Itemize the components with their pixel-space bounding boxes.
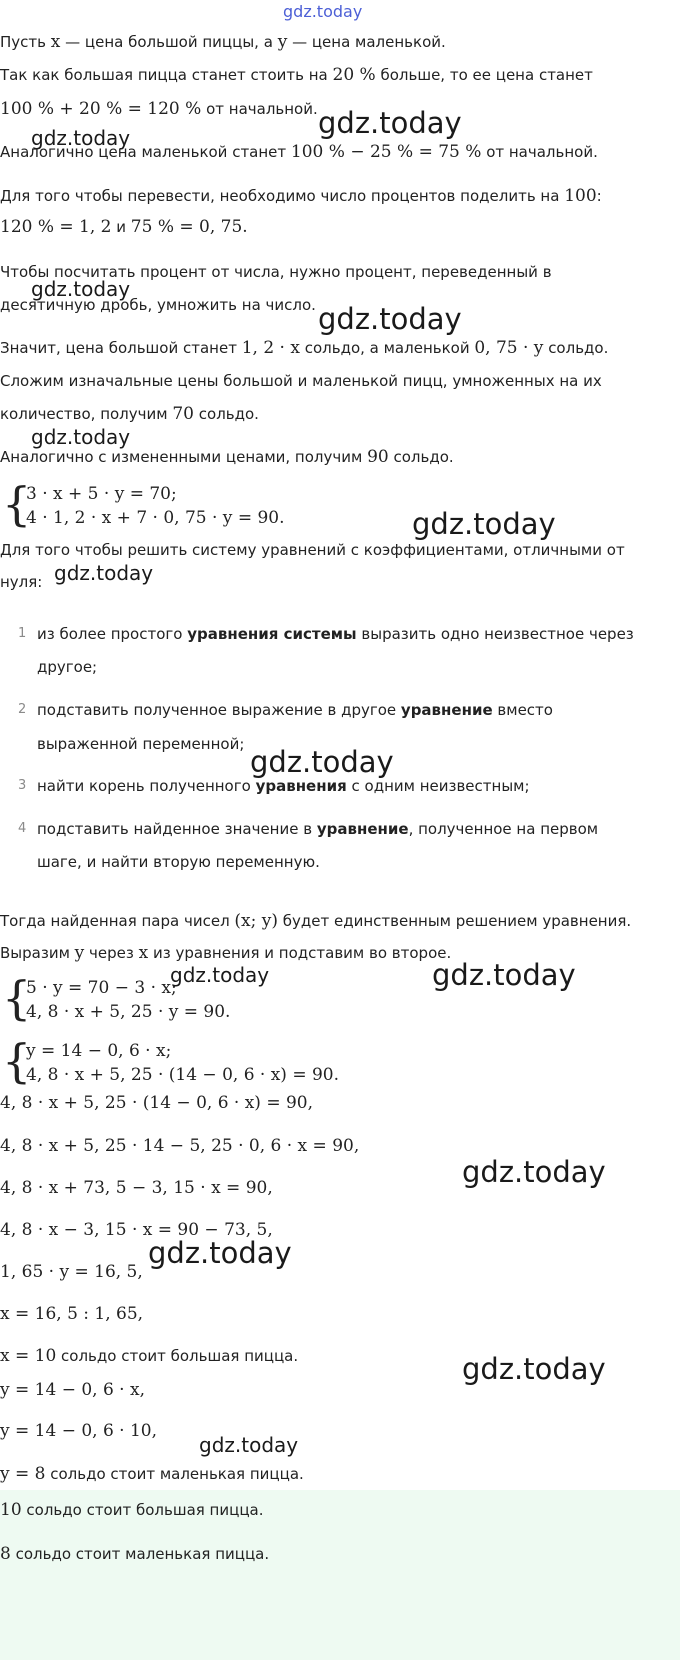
watermark-top: gdz.today — [283, 2, 363, 21]
intro-line: Сложим изначальные цены большой и маленькой пицц, умноженных на их — [0, 372, 602, 390]
step-number: 2 — [18, 702, 27, 717]
text: подставить полученное выражение в другое — [37, 701, 401, 719]
text: — цена маленькой. — [287, 33, 446, 51]
text: Так как большая пицца станет стоить на — [0, 66, 333, 84]
solution-step: 4, 8 · x + 5, 25 · (14 − 0, 6 · x) = 90, — [0, 1093, 314, 1113]
math: 70 — [172, 404, 194, 424]
system-equation: 3 · x + 5 · y = 70; — [26, 484, 177, 504]
bold-text: уравнения системы — [187, 625, 357, 643]
step-item — [37, 819, 598, 839]
text: Значит, цена большой станет — [0, 339, 242, 357]
system-equation: 4, 8 · x + 5, 25 · y = 90. — [26, 1002, 231, 1022]
watermark: gdz.today — [148, 1236, 292, 1270]
text: с одним неизвестным; — [346, 777, 530, 795]
method-line: Для того чтобы решить систему уравнений с коэффициентами, отличными от — [0, 541, 625, 559]
text: сольдо стоит большая пицца. — [56, 1347, 299, 1365]
text: выразить одно неизвестное через — [356, 625, 634, 643]
text: будет единственным решением уравнения. — [278, 912, 632, 930]
intro-line — [0, 142, 598, 162]
solution-step: y = 14 − 0, 6 · x, — [0, 1380, 145, 1400]
method-line — [0, 943, 451, 963]
watermark: gdz.today — [170, 963, 270, 987]
math: 100 — [564, 186, 597, 206]
text: и — [111, 218, 131, 236]
math: 10 — [0, 1500, 22, 1520]
solution-step: 4, 8 · x + 73, 5 − 3, 15 · x = 90, — [0, 1178, 273, 1198]
text: сольдо. — [543, 339, 609, 357]
step-number: 3 — [18, 778, 27, 793]
math: 0, 75 · y — [474, 338, 544, 358]
intro-line — [0, 217, 248, 237]
intro-line: Чтобы посчитать процент от числа, нужно процент, переведенный в — [0, 263, 552, 281]
bold-text: уравнения — [255, 777, 347, 795]
step-item — [37, 700, 553, 720]
text: Аналогично цена маленькой станет — [0, 143, 291, 161]
text: найти корень полученного — [37, 777, 256, 795]
bold-text: уравнение — [400, 701, 493, 719]
math: y = 8 — [0, 1464, 46, 1484]
step-item-cont: шаге, и найти вторую переменную. — [37, 853, 320, 871]
intro-line — [0, 404, 259, 424]
intro-line — [0, 338, 608, 358]
solution-step — [0, 1464, 304, 1484]
math: 90 — [367, 447, 389, 467]
text: от начальной. — [481, 143, 598, 161]
math: x — [138, 943, 149, 963]
step-item-cont: выраженной переменной; — [37, 735, 245, 753]
text: сольдо. — [388, 448, 454, 466]
system-equation: y = 14 − 0, 6 · x; — [26, 1041, 172, 1061]
solution-step: x = 16, 5 : 1, 65, — [0, 1304, 144, 1324]
math: 20 % — [332, 65, 376, 85]
text: сольдо. — [194, 405, 259, 423]
watermark: gdz.today — [412, 507, 556, 541]
watermark: gdz.today — [31, 277, 131, 301]
watermark: gdz.today — [462, 1155, 606, 1189]
system-equation: 4, 8 · x + 5, 25 · (14 − 0, 6 · x) = 90. — [26, 1065, 340, 1085]
text: больше, то ее цена станет — [375, 66, 593, 84]
watermark: gdz.today — [432, 958, 576, 992]
math: 1, 2 · x — [241, 338, 300, 358]
text: , полученное на первом — [408, 820, 599, 838]
system-brace: { — [2, 1034, 32, 1088]
step-item — [37, 776, 530, 796]
watermark: gdz.today — [250, 745, 394, 779]
answer-line — [0, 1500, 264, 1520]
intro-line: десятичную дробь, умножить на число. — [0, 296, 316, 314]
text: подставить найденное значение в — [37, 820, 317, 838]
intro-line — [0, 99, 318, 119]
step-item-cont: другое; — [37, 658, 98, 676]
math: y — [74, 943, 85, 963]
watermark: gdz.today — [31, 425, 131, 449]
intro-line — [0, 186, 602, 206]
math: 8 — [0, 1544, 11, 1564]
text: Выразим — [0, 944, 75, 962]
math: 100 % + 20 % = 120 % — [0, 99, 202, 119]
text: — цена большой пиццы, а — [60, 33, 278, 51]
intro-line — [0, 447, 454, 467]
text: Аналогично с измененными ценами, получим — [0, 448, 368, 466]
system-equation: 4 · 1, 2 · x + 7 · 0, 75 · y = 90. — [26, 508, 285, 528]
bold-text: уравнение — [316, 820, 409, 838]
system-brace: { — [2, 477, 32, 531]
text: вместо — [492, 701, 553, 719]
system-equation: 5 · y = 70 − 3 · x; — [26, 978, 177, 998]
text: сольдо стоит маленькая пицца. — [45, 1465, 304, 1483]
text: через — [84, 944, 139, 962]
method-line: нуля: — [0, 573, 43, 591]
watermark: gdz.today — [54, 561, 154, 585]
text: Для того чтобы перевести, необходимо число процентов поделить на — [0, 187, 565, 205]
answer-line — [0, 1544, 269, 1564]
watermark: gdz.today — [31, 126, 131, 150]
math: y — [277, 32, 288, 52]
text: Тогда найденная пара чисел — [0, 912, 235, 930]
math: x — [50, 32, 61, 52]
text: количество, получим — [0, 405, 173, 423]
math: x = 10 — [0, 1346, 57, 1366]
step-number: 1 — [18, 626, 27, 641]
watermark: gdz.today — [318, 106, 462, 140]
watermark: gdz.today — [318, 302, 462, 336]
text: : — [596, 187, 602, 205]
solution-step: 1, 65 · y = 16, 5, — [0, 1262, 143, 1282]
watermark: gdz.today — [199, 1433, 299, 1457]
method-line — [0, 911, 631, 931]
math: (x; y) — [234, 911, 279, 931]
text: из уравнения и подставим во второе. — [148, 944, 452, 962]
system-brace: { — [2, 971, 32, 1025]
step-number: 4 — [18, 821, 27, 836]
text: сольдо стоит маленькая пицца. — [10, 1545, 270, 1563]
step-item — [37, 624, 634, 644]
text: от начальной. — [201, 100, 318, 118]
text: Пусть — [0, 33, 51, 51]
intro-line — [0, 32, 446, 52]
solution-step — [0, 1346, 298, 1366]
solution-step: 4, 8 · x + 5, 25 · 14 − 5, 25 · 0, 6 · x = 90, — [0, 1136, 360, 1156]
math: 75 % = 0, 75. — [130, 217, 248, 237]
text: сольдо, а маленькой — [299, 339, 475, 357]
text: из более простого — [37, 625, 188, 643]
intro-line — [0, 65, 593, 85]
math: 120 % = 1, 2 — [0, 217, 112, 237]
solution-step: y = 14 − 0, 6 · 10, — [0, 1421, 158, 1441]
solution-step: 4, 8 · x − 3, 15 · x = 90 − 73, 5, — [0, 1220, 273, 1240]
text: сольдо стоит большая пицца. — [21, 1501, 264, 1519]
watermark: gdz.today — [462, 1352, 606, 1386]
math: 100 % − 25 % = 75 % — [290, 142, 482, 162]
